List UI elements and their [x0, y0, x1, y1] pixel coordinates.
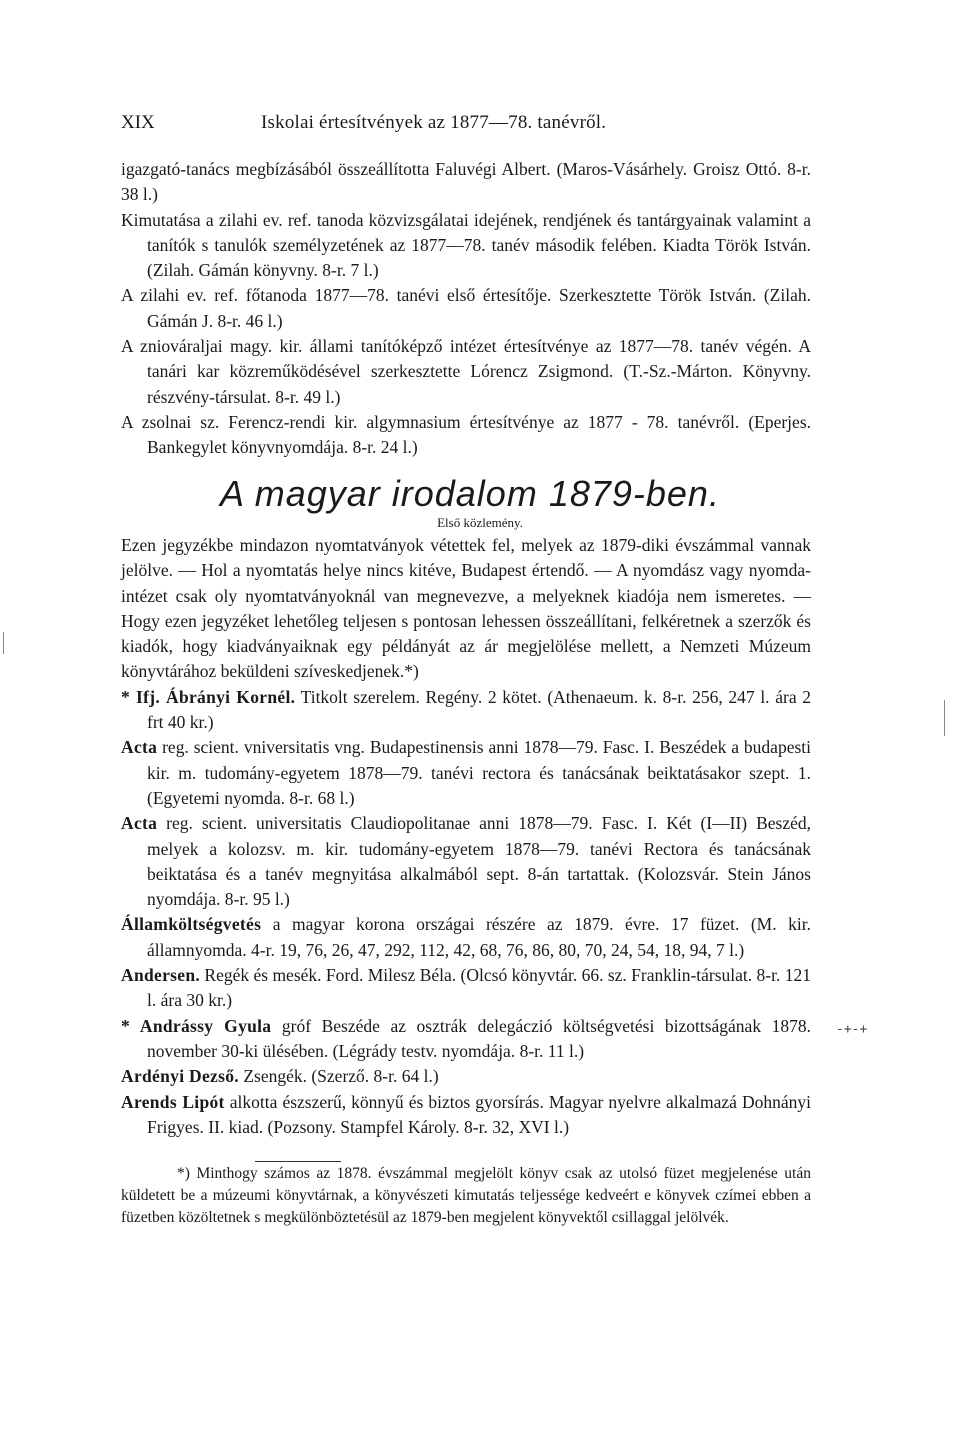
- entry-4: A zsolnai sz. Ferencz-rendi kir. algymnasium értesítvénye az 1877 - 78. tanévről. (Eperjes. Bankegylet könyvnyomdája. 8-r. 24 l.): [121, 411, 811, 458]
- bib-entry: [121, 912, 811, 963]
- bib-entry: [121, 1090, 811, 1141]
- bib-text: alkotta észszerű, könnyű és biztos gyorsírás. Magyar nyelvre alkalmazá Dohnányi Frigyes. II. kiad. (Pozsony. Stampfel Károly. 8-r. 32, XVI l.): [147, 1091, 812, 1137]
- bib-head: Ardényi Dezső.: [121, 1066, 239, 1087]
- bib-head: * Andrássy Gyula: [121, 1015, 272, 1036]
- bib-head: Andersen.: [121, 965, 201, 986]
- bib-text: gróf Beszéde az osztrák delegáczió költségvetési bizottságának 1878. november 30-ki ülésében. (Légrády testv. nyomdája. 8-r. 11 l.): [147, 1015, 811, 1061]
- entry-0: igazgató-tanács megbízásából összeállította Faluvégi Albert. (Maros-Vásárhely. Groisz Ottó. 8-r. 38 l.): [121, 159, 811, 205]
- bib-entry: [121, 1014, 811, 1065]
- footnote-rule: [255, 1161, 341, 1162]
- bib-entry: [121, 1064, 811, 1089]
- bib-head: Államköltségvetés: [121, 914, 262, 935]
- bib-text: reg. scient. vniversitatis vng. Budapestinensis anni 1878—79. Fasc. I. Beszédek a budapesti kir. m. tudomány-egyetem 1878—79. tanévi rectora és tanácsának beiktatásakor szept. 1. (Egyetemi nyomda. 8-r. 68 l.): [147, 737, 811, 808]
- bib-text: Regék és mesék. Ford. Milesz Béla. (Olcsó könyvtár. 66. sz. Franklin-társulat. 8-r. 121 l. ára 30 kr.): [147, 965, 811, 1011]
- entry-3: A zniováraljai magy. kir. állami tanítóképző intézet értesítvénye az 1877—78. tanév végén. A tanári kar közreműködésével szerkesztette Lórencz Zsigmond. (T.-Sz.-Márton. Könyvny. részvény-társulat. 8-r. 49 l.): [121, 336, 811, 407]
- bib-entry: [121, 735, 811, 811]
- intro-paragraph: Ezen jegyzékbe mindazon nyomtatványok vétettek fel, melyek az 1879-diki évszámmal vannak jelölve. — Hol a nyomtatás helye nincs kitéve, Budapest értendő. — A nyomdász vagy nyomda-intézet csak oly nyomtatványoknál van megnevezve, a melyeknek kiadója nem ismeretes. — Hogy ezen jegyzéket lehetőleg teljesen s pontosan lehessen összeállítani, felkéretnek a szerzők és kiadók, hogy kiadványaiknak egy példányát az ár megjelölése mellett, a Nemzeti Múzeum könyvtárához beküldeni szíveskedjenek.*): [121, 535, 811, 682]
- bib-head: Acta: [121, 737, 158, 758]
- scan-edge-mark: [3, 632, 4, 654]
- footnote-text: *) Minthogy számos az 1878. évszámmal megjelölt könyv csak az utolsó füzet megjelenése után küldetett be a múzeumi könyvtárnak, a könyvészeti kimutatás teljessége kedveért e könyvek czímei ebben a füzetben közöltetnek s megkülönböztetésül az 1879-ben megjelent könyvektől csillaggal jelölvék.: [121, 1165, 811, 1226]
- bib-entry: [121, 685, 811, 736]
- margin-mark: -+-+: [836, 1022, 868, 1037]
- school-reports-block: [121, 157, 811, 461]
- bib-head: * Ifj. Ábrányi Kornél.: [121, 686, 296, 707]
- page-number: XIX: [121, 112, 155, 133]
- footnote: [121, 1163, 811, 1228]
- entry-2: A zilahi ev. ref. főtanoda 1877—78. tanévi első értesítője. Szerkesztette Török István. (Zilah. Gámán J. 8-r. 46 l.): [121, 285, 811, 331]
- scan-edge-mark: [944, 700, 945, 736]
- section-title: A magyar irodalom 1879-ben.: [220, 473, 720, 514]
- bib-text: Titkolt szerelem. Regény. 2 kötet. (Athenaeum. k. 8-r. 256, 247 l. ára 2 frt 40 kr.): [147, 686, 811, 733]
- section-subtitle: Első közlemény.: [437, 515, 523, 530]
- running-title: Iskolai értesítvények az 1877—78. tanévről.: [261, 112, 607, 133]
- bib-entry: [121, 963, 811, 1014]
- bib-text: Zsengék. (Szerző. 8-r. 64 l.): [238, 1066, 439, 1087]
- bib-text: reg. scient. universitatis Claudiopolitanae anni 1878—79. Fasc. I. Két (I—II) Beszéd, melyek a kolozsv. m. kir. tudomány-egyetem 1878—79. tanévi Rectora és tanácsának beiktatása és a tanév megnyitása alkalmából sept. 8-án tartattak. (Kolozsvár. Stein János nyomdája. 8-r. 95 l.): [147, 813, 811, 910]
- bib-head: Acta: [121, 813, 158, 834]
- bib-text: a magyar korona országai részére az 1879. évre. 17 füzet. (M. kir. államnyomda. 4-r. 19, 76, 26, 47, 292, 112, 42, 68, 76, 86, 80, 70, 24, 54, 18, 94, 7 l.): [147, 914, 811, 960]
- bib-entry: [121, 811, 811, 912]
- bib-head: Arends Lipót: [121, 1091, 225, 1112]
- bibliography: [121, 533, 811, 1140]
- entry-1: Kimutatása a zilahi ev. ref. tanoda közvizsgálatai idejének, rendjének és tantárgyainak valamint a tanítók s tanulók személyzetének az 1877—78. tanév második felében. Kiadta Török István. (Zilah. Gámán könyvny. 8-r. 7 l.): [121, 209, 811, 281]
